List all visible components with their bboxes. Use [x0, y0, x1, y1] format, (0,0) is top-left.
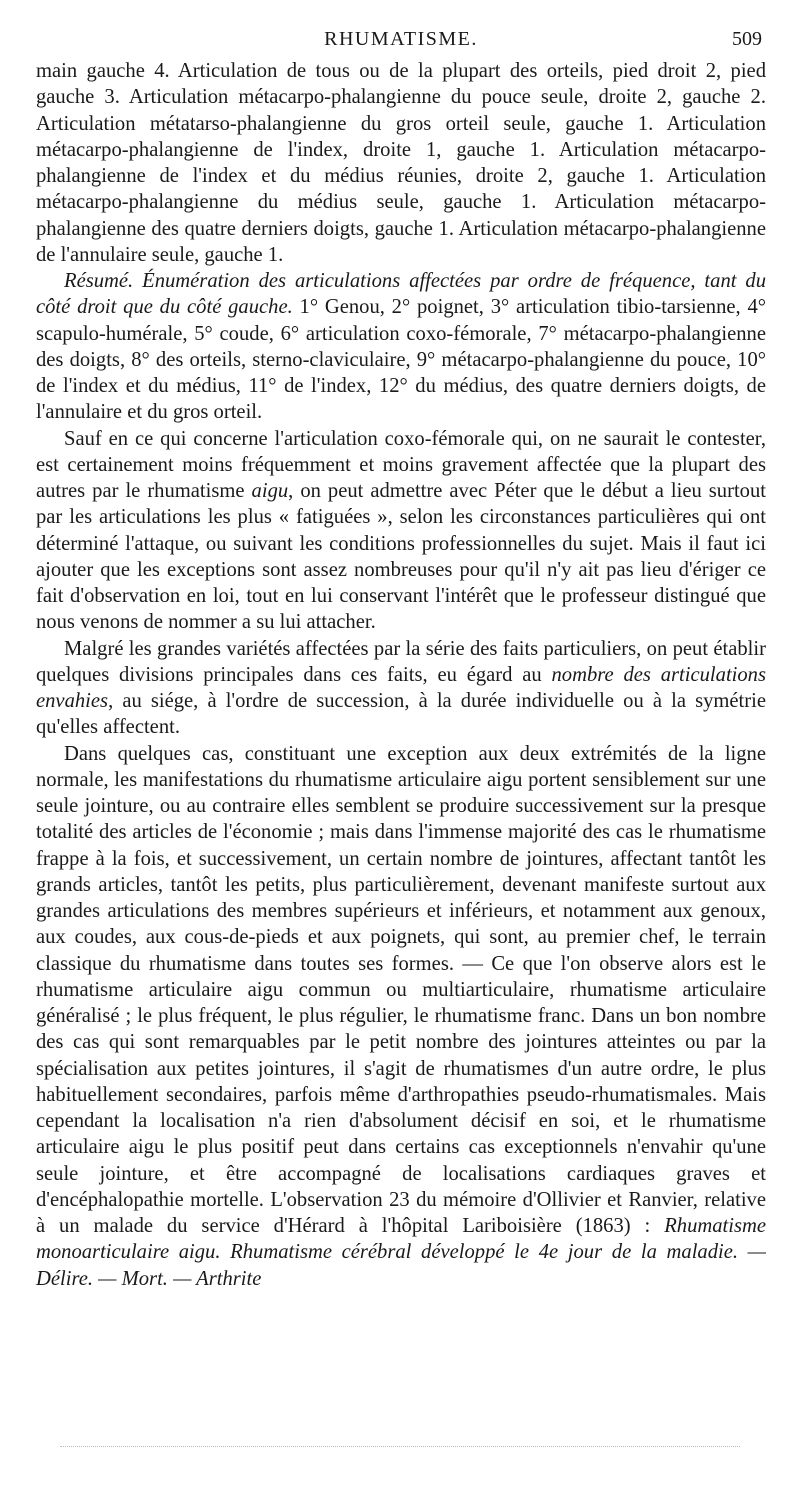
page-header: [36, 28, 766, 58]
paragraph: [36, 426, 766, 636]
paragraph: [36, 636, 766, 741]
paragraph-text: , au siége, à l'ordre de succession, à la durée individuelle ou à la symétrie qu'elles affectent.: [36, 690, 766, 739]
paragraph-text: Malgré les grandes variétés affectées par la série des faits particuliers, on peut établir quelques divisions principales dans ces faits, eu égard au: [36, 637, 766, 686]
summary-heading: Résumé. Énumération des articulations affectées par ordre de fréquence, tant du côté droit que du côté gauche.: [36, 270, 766, 319]
page-number: 509: [732, 28, 762, 50]
footer-rule: [60, 1446, 740, 1447]
paragraph: [36, 741, 766, 1292]
emphasis: aigu: [251, 480, 289, 502]
paragraph: main gauche 4. Articulation de tous ou de la plupart des orteils, pied droit 2, pied gauche 3. Articulation métacarpo-phalangienne du pouce seule, droite 2, gauche 2. Articulation métatarso-phalangienne du gros orteil seule, gauche 1. Articulation métacarpo-phalangienne de l'index, droite 1, gauche 1. Articulation métacarpo-phalangienne de l'index et du médius réunies, droite 2, gauche 1. Articulation métacarpo-phalangienne du médius seule, gauche 1. Articulation métacarpo-phalangienne des quatre derniers doigts, gauche 1. Articulation métacarpo-phalangienne de l'annulaire seule, gauche 1.: [36, 60, 766, 266]
emphasis: nombre des articulations envahies: [36, 663, 766, 712]
document-page: [36, 28, 766, 1292]
summary-text: 1° Genou, 2° poignet, 3° articulation tibio-tarsienne, 4° scapulo-humérale, 5° coude, 6° articulation coxo-fémorale, 7° métacarpo-phalangienne des doigts, 8° des orteils, sterno-claviculaire, 9° métacarpo-phalangienne du pouce, 10° de l'index et du médius, 11° de l'index, 12° du médius, des quatre derniers doigts, de l'annulaire et du gros orteil.: [36, 296, 766, 424]
emphasis: Rhumatisme monoarticulaire aigu. Rhumatisme cérébral développé le 4e jour de la maladie. — Délire. — Mort. — Arthrite: [36, 1215, 766, 1290]
paragraph-text: , on peut admettre avec Péter que le début a lieu surtout par les articulations les plus « fatiguées », selon les circonstances particulières qui ont déterminé l'attaque, ou suivant les conditions professionnelles du sujet. Mais il faut ici ajouter que les exceptions sont assez nombreuses pour qu'il n'y ait pas lieu d'ériger ce fait d'observation en loi, tout en lui conservant l'intérêt que le professeur distingué que nous venons de nommer a su lui attacher.: [36, 480, 766, 634]
paragraph-text: Dans quelques cas, constituant une exception aux deux extrémités de la ligne normale, les manifestations du rhumatisme articulaire aigu portent sensiblement sur une seule jointure, ou au contraire elles semblent se produire successivement sur la presque totalité des articles de l'économie ; mais dans l'immense majorité des cas le rhumatisme frappe à la fois, et successivement, un certain nombre de jointures, affectant tantôt les grands articles, tantôt les petits, plus particulièrement, devenant manifeste surtout aux grandes articulations des membres supérieurs et inférieurs, et notamment aux genoux, aux coudes, aux cous-de-pieds et aux poignets, qui sont, au premier chef, le terrain classique du rhumatisme dans toutes ses formes. — Ce que l'on observe alors est le rhumatisme articulaire aigu commun ou multiarticulaire, rhumatisme articulaire généralisé ; le plus fréquent, le plus régulier, le rhumatisme franc. Dans un bon nombre des cas qui sont remarquables par le petit nombre des jointures atteintes ou par la spécialisation aux petites jointures, il s'agit de rhumatismes d'un autre ordre, le plus habituellement secondaires, parfois même d'arthropathies pseudo-rhumatismales. Mais cependant la localisation n'a rien d'absolument décisif en soi, et le rhumatisme articulaire aigu le plus positif peut dans certains cas exceptionnels n'envahir qu'une seule jointure, et être accompagné de localisations cardiaques graves et d'encéphalopathie mortelle. L'observation 23 du mémoire d'Ollivier et Ranvier, relative à un malade du service d'Hérard à l'hôpital Lariboisière (1863) :: [36, 742, 766, 1237]
running-title: RHUMATISME.: [324, 28, 478, 50]
paragraph-text: Sauf en ce qui concerne l'articulation coxo-fémorale qui, on ne saurait le contester, est certainement moins fréquemment et moins gravement affectée que la plupart des autres par le rhumatisme: [36, 427, 766, 502]
paragraph-summary: [36, 268, 766, 426]
body-text: [36, 58, 766, 1292]
